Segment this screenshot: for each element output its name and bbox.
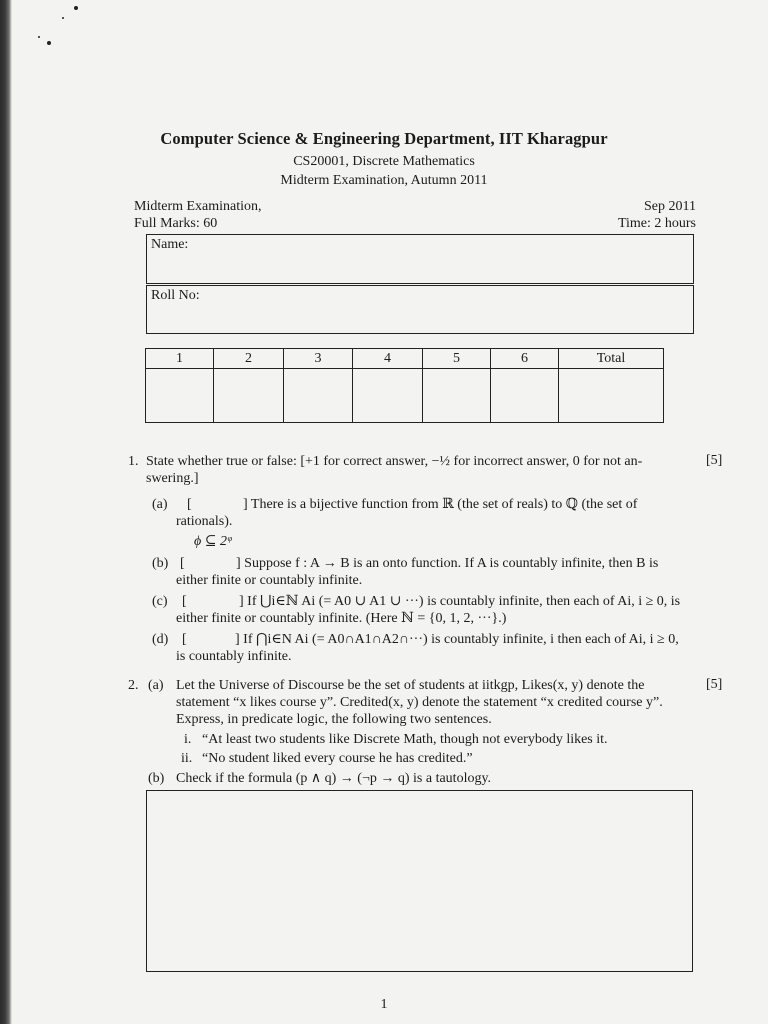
exam-time: Time: 2 hours <box>617 216 696 231</box>
marks-header-1: 1 <box>146 349 214 369</box>
q1a-bracket[interactable]: [ <box>187 497 192 512</box>
marks-cell[interactable] <box>146 369 214 423</box>
q2-number: 2. <box>128 678 139 693</box>
q1c-bracket[interactable]: [ <box>182 594 187 609</box>
marks-header-3: 3 <box>284 349 353 369</box>
marks-cell[interactable] <box>491 369 559 423</box>
answer-box[interactable] <box>146 790 693 972</box>
marks-header-6: 6 <box>491 349 559 369</box>
q1d-bracket[interactable]: [ <box>182 632 187 647</box>
exam-line: Midterm Examination, Autumn 2011 <box>280 173 488 188</box>
q2b-label: (b) <box>148 771 165 786</box>
q2a-text-cont: statement “x likes course y”. Credited(x, y) denote the statement “x credited course y”. <box>176 695 663 710</box>
marks-cell[interactable] <box>353 369 423 423</box>
course-line: CS20001, Discrete Mathematics <box>293 154 475 169</box>
scan-speck <box>74 6 78 10</box>
marks-header-5: 5 <box>423 349 491 369</box>
q1-number: 1. <box>128 454 139 469</box>
q2-marks: [5] <box>706 677 723 692</box>
q1-text-cont: swering.] <box>146 471 199 486</box>
marks-cell[interactable] <box>284 369 353 423</box>
full-marks: Full Marks: 60 <box>134 216 218 231</box>
marks-header-2: 2 <box>214 349 284 369</box>
marks-cell[interactable] <box>214 369 284 423</box>
marks-table <box>145 348 664 423</box>
q1b-bracket[interactable]: [ <box>180 556 185 571</box>
q1d-text-cont: is countably infinite. <box>176 649 292 664</box>
q1c-text-cont: either finite or countably infinite. (Here ℕ = {0, 1, 2, ···}.) <box>176 611 507 626</box>
name-field[interactable] <box>146 234 694 284</box>
marks-cell[interactable] <box>423 369 491 423</box>
q2a-ii-text: “No student liked every course he has credited.” <box>202 751 473 766</box>
q2a-i-text: “At least two students like Discrete Math, though not everybody likes it. <box>202 732 608 747</box>
q2a-text: Let the Universe of Discourse be the set of students at iitkgp, Likes(x, y) denote the <box>176 678 645 693</box>
roll-number-field[interactable] <box>146 285 694 334</box>
exam-date: Sep 2011 <box>644 199 696 214</box>
q1b-text: ] Suppose f : A → B is an onto function. If A is countably infinite, then B is <box>236 556 659 571</box>
q1-text: State whether true or false: [+1 for correct answer, −½ for incorrect answer, 0 for not an- <box>146 454 643 469</box>
scan-speck <box>62 17 64 19</box>
q2a-ii-label: ii. <box>181 751 193 766</box>
q2b-text: Check if the formula (p ∧ q) → (¬p → q) is a tautology. <box>176 771 492 786</box>
q1c-text: ] If ⋃i∈ℕ Ai (= A0 ∪ A1 ∪ ···) is countably infinite, then each of Ai, i ≥ 0, is <box>239 594 681 609</box>
q1-marks: [5] <box>706 453 723 468</box>
q1b-label: (b) <box>152 556 169 571</box>
q2a-text-cont2: Express, in predicate logic, the following two sentences. <box>176 712 492 727</box>
department-title: Computer Science & Engineering Department, IIT Kharagpur <box>160 129 608 148</box>
q1d-text: ] If ⋂i∈N Ai (= A0∩A1∩A2∩···) is countably infinite, i then each of Ai, i ≥ 0, <box>235 632 679 647</box>
roll-label: Roll No: <box>151 288 200 303</box>
handwritten-note: ϕ ⊆ 2ᵠ <box>194 534 232 549</box>
q1c-label: (c) <box>152 594 168 609</box>
q1a-text: ] There is a bijective function from ℝ (the set of reals) to ℚ (the set of <box>243 497 638 512</box>
marks-cell-total[interactable] <box>559 369 664 423</box>
q2a-label: (a) <box>148 678 164 693</box>
marks-header-total: Total <box>559 349 664 369</box>
exam-type: Midterm Examination, <box>134 199 262 214</box>
q1a-label: (a) <box>152 497 168 512</box>
q2a-i-label: i. <box>184 732 192 747</box>
scan-speck <box>47 41 51 45</box>
marks-header-4: 4 <box>353 349 423 369</box>
q1b-text-cont: either finite or countably infinite. <box>176 573 363 588</box>
name-label: Name: <box>151 237 189 252</box>
q1a-text-cont: rationals). <box>176 514 233 529</box>
scan-speck <box>38 36 40 38</box>
q1d-label: (d) <box>152 632 169 647</box>
page-number: 1 <box>380 997 388 1012</box>
